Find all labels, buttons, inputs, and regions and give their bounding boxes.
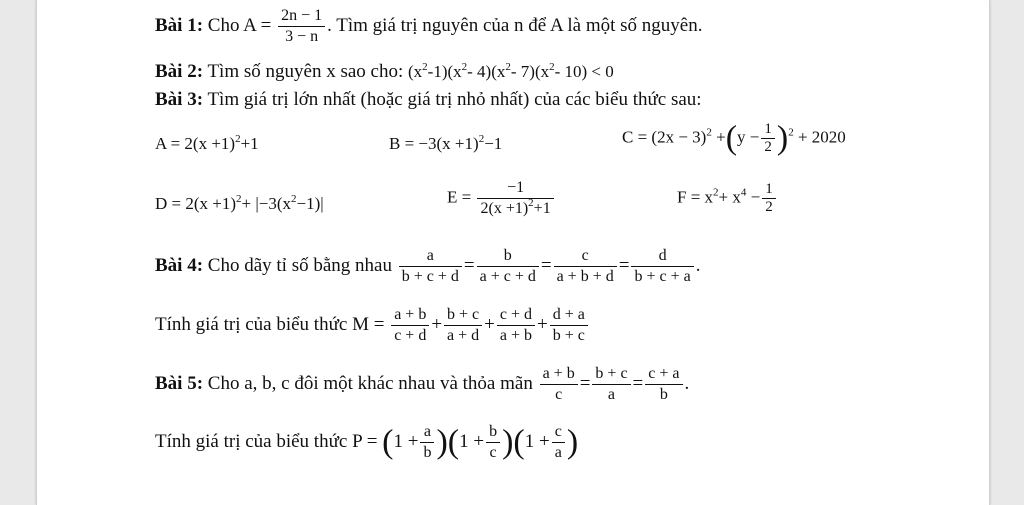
expression-P: Tính giá trị của biểu thức P = (1 + $\frac{a}{b}$ )(1 + $\frac{b}{c}$ )(1 + $\frac{c}{a}$ ) xyxy=(155,423,579,461)
problem-2-label: Bài 2: xyxy=(155,61,204,82)
problem-3-label: Bài 3: xyxy=(155,89,204,110)
problem-5: Bài 5: Cho a, b, c đôi một khác nhau và thỏa mãn $\frac{a + b}{c}$ = $\frac{b + c}{a}$ = $\frac{c + a}{b}$ . xyxy=(155,365,690,403)
expression-D: $D = 2(x +1)^2+ |-3(x^2-1)|$ xyxy=(155,193,324,213)
problem-1: Bài 1: Cho A = $\frac{2n - 1}{3 - n}$ . Tìm giá trị nguyên của n để A là một số nguyên. xyxy=(155,7,703,45)
expression-A: $A = 2(x +1)^2+1$ xyxy=(155,133,259,153)
problem-2-inequality: $(x^2-1)(x^2-$ $4)(x^2-$ $7)(x^2-$ 10) < 0 xyxy=(407,61,614,81)
expression-C: $C = (2x - 3)^2 +(y$ − $\frac{1}{2}$ )$^2$ + 2020 xyxy=(622,119,846,157)
problem-4: Bài 4: Cho dãy tỉ số bằng nhau $\frac{a}{b + c + d}$ = $\frac{b}{a + c + d}$ = $\frac{c}{a + b + d}$ = $\frac{d}{b + c + a}$ . xyxy=(155,247,701,285)
expression-M: Tính giá trị của biểu thức M = $\frac{a + b}{c + d}$ + $\frac{b + c}{a + d}$ + $\frac{c + d}{a + b}$ + $\frac{d + a}{b + c}$ xyxy=(155,305,590,346)
fraction-A: $\frac{2n - 1}{3 - n}$ xyxy=(278,6,325,47)
expression-F: $F = x^2+ x^4$ − $\frac{1}{2}$ xyxy=(677,181,778,216)
problem-5-label: Bài 5: xyxy=(155,372,204,394)
expression-E: E = $\frac{-1}{2(x +1)^2+1}$ xyxy=(447,178,556,219)
problem-4-label: Bài 4: xyxy=(155,254,204,276)
problem-3: Bài 3: Tìm giá trị lớn nhất (hoặc giá trị nhỏ nhất) của các biểu thức sau: xyxy=(155,89,702,110)
expression-B: $B = -3(x +1)^2-1$ xyxy=(389,133,503,153)
document-page xyxy=(36,0,990,505)
problem-2: Bài 2: Tìm số nguyên x sao cho: $(x^2-1)(x^2-$ $4)(x^2-$ $7)(x^2-$ 10) < 0 xyxy=(155,61,614,82)
problem-1-label: Bài 1: xyxy=(155,14,204,36)
